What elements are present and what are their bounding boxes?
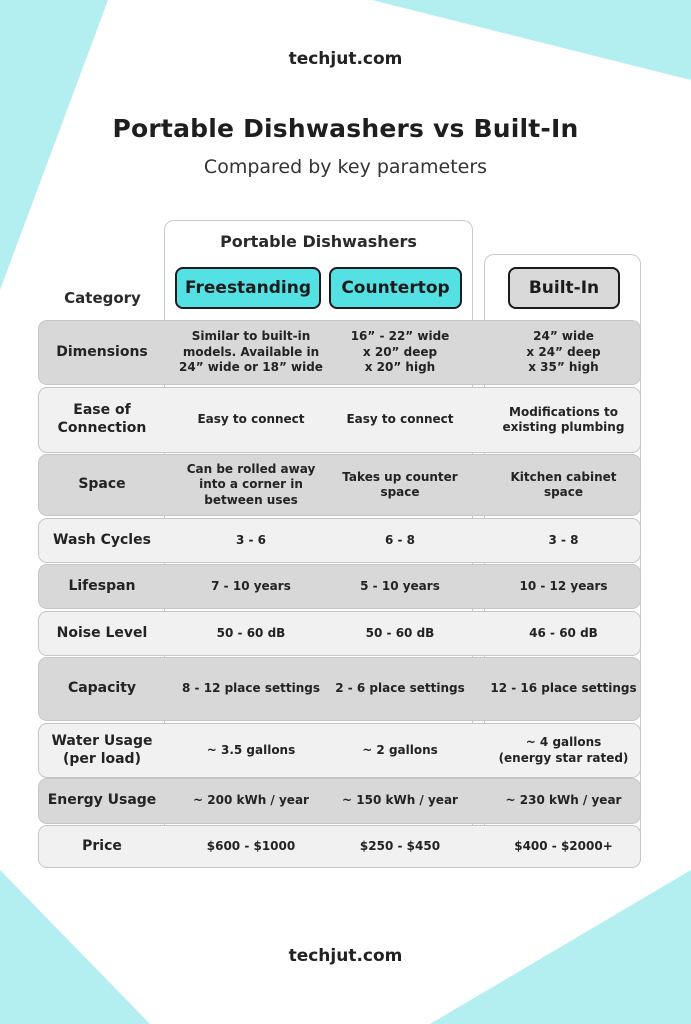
category-cell: Wash Cycles <box>53 531 151 548</box>
builtin-cell: 10 - 12 years <box>519 578 608 593</box>
table-row-energy-usage <box>38 778 641 824</box>
countertop-cell: 50 - 60 dB <box>365 625 435 640</box>
freestanding-cell: Similar to built-in models. Available in 24” wide or 18” wide <box>179 329 323 375</box>
freestanding-header-pill: Freestanding <box>175 267 321 309</box>
countertop-cell: 16” - 22” wide x 20” deep x 20” high <box>350 329 450 375</box>
builtin-cell: 46 - 60 dB <box>529 625 598 640</box>
countertop-header-pill: Countertop <box>329 267 462 309</box>
freestanding-cell: 50 - 60 dB <box>216 625 286 640</box>
cyan-corner-top-left <box>0 0 108 290</box>
site-name-top: techjut.com <box>288 49 403 69</box>
countertop-cell: 6 - 8 <box>384 532 416 547</box>
category-cell: Ease of Connection <box>57 402 147 436</box>
category-cell: Capacity <box>67 680 137 697</box>
category-cell: Noise Level <box>56 624 148 641</box>
table-row-noise-level <box>38 611 641 656</box>
category-cell: Water Usage (per load) <box>51 732 153 767</box>
countertop-cell: Easy to connect <box>346 412 454 427</box>
freestanding-cell: ~ 200 kWh / year <box>193 793 309 808</box>
countertop-cell: 2 - 6 place settings <box>335 681 465 696</box>
builtin-cell: 24” wide x 24” deep x 35” high <box>526 329 601 375</box>
builtin-cell: ~ 230 kWh / year <box>505 793 622 808</box>
table-row-space <box>38 454 641 516</box>
freestanding-cell: ~ 3.5 gallons <box>206 742 296 757</box>
table-row-capacity <box>38 657 641 721</box>
table-row-water-usage <box>38 723 641 778</box>
table-row-price <box>38 825 641 868</box>
freestanding-cell: 7 - 10 years <box>211 578 291 593</box>
table-row-dimensions <box>38 320 641 385</box>
table-row-lifespan <box>38 564 641 609</box>
countertop-cell: $250 - $450 <box>359 838 441 853</box>
builtin-cell: Kitchen cabinet space <box>510 469 617 499</box>
builtin-cell: Modifications to existing plumbing <box>502 404 625 434</box>
freestanding-cell: 3 - 6 <box>235 532 267 547</box>
freestanding-cell: Easy to connect <box>197 412 305 427</box>
countertop-cell: Takes up counter space <box>342 469 458 499</box>
portable-group-label: Portable Dishwashers <box>220 232 417 251</box>
builtin-cell: 12 - 16 place settings <box>490 681 637 696</box>
builtin-header-pill: Built-In <box>508 267 620 309</box>
table-row-ease-of-connection <box>38 387 641 453</box>
freestanding-cell: 8 - 12 place settings <box>182 681 320 696</box>
countertop-cell: ~ 2 gallons <box>362 742 438 757</box>
category-cell: Energy Usage <box>47 792 157 809</box>
builtin-cell: 3 - 8 <box>548 532 579 547</box>
countertop-cell: 5 - 10 years <box>360 578 440 593</box>
page-title: Portable Dishwashers vs Built-In <box>112 114 579 143</box>
builtin-cell: $400 - $2000+ <box>514 838 613 853</box>
category-cell: Price <box>82 837 122 854</box>
countertop-cell: ~ 150 kWh / year <box>342 793 458 808</box>
category-column-header: Category <box>64 289 141 307</box>
freestanding-cell: Can be rolled away into a corner in between uses <box>186 461 316 507</box>
category-cell: Space <box>78 476 126 493</box>
category-cell: Dimensions <box>56 343 148 360</box>
page-subtitle: Compared by key parameters <box>203 156 488 178</box>
site-name-bottom: techjut.com <box>288 946 403 966</box>
freestanding-cell: $600 - $1000 <box>206 838 296 853</box>
builtin-cell: ~ 4 gallons (energy star rated) <box>498 735 629 765</box>
table-row-wash-cycles <box>38 518 641 563</box>
category-cell: Lifespan <box>68 577 136 594</box>
